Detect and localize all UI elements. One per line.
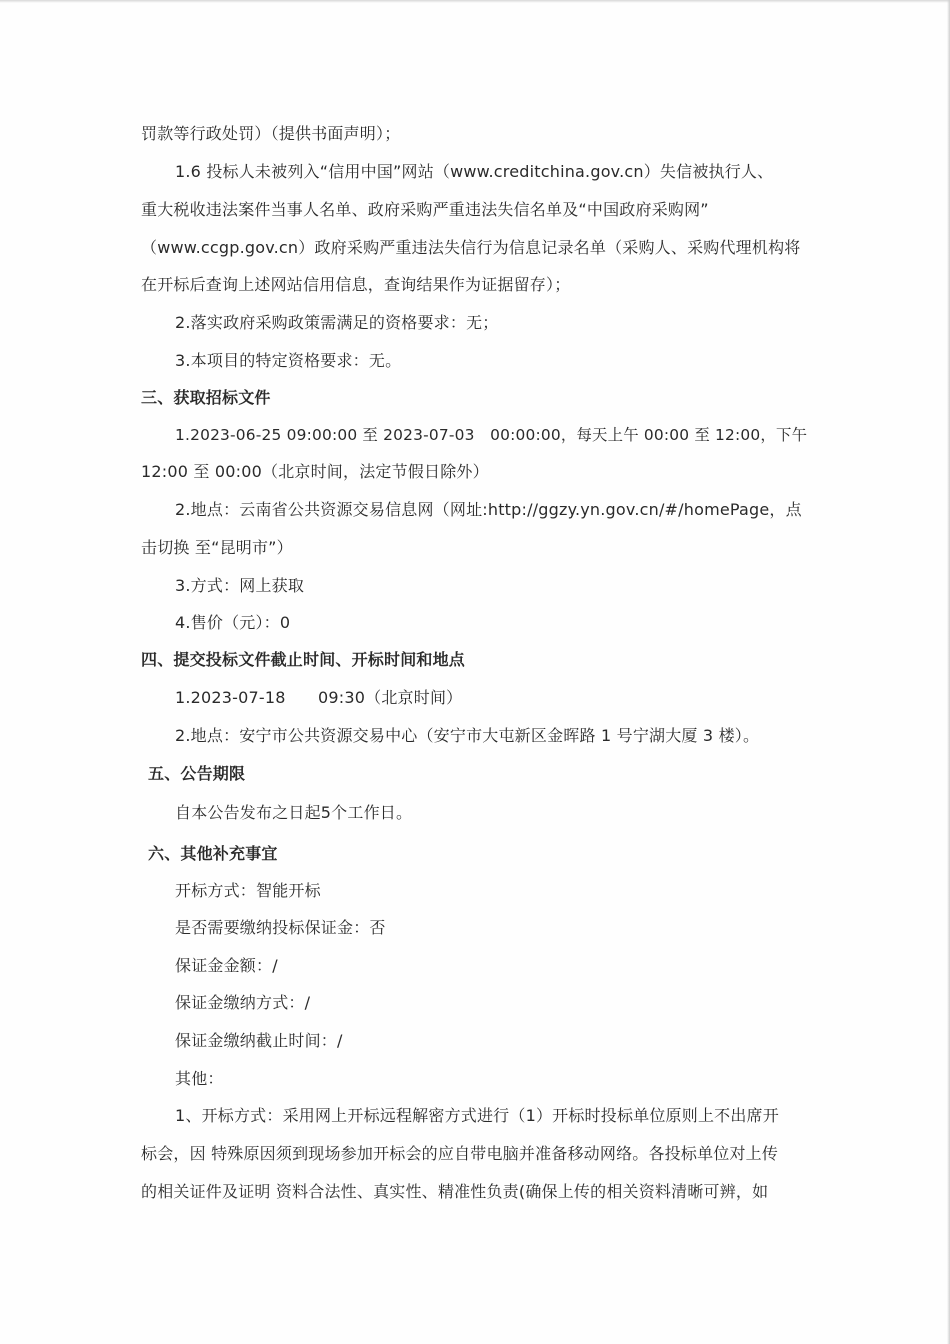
text-line: 1.6 投标人未被列入“信用中国”网站（www.creditchina.gov.cn）失信被执行人、 bbox=[175, 162, 774, 181]
text-line: 自本公告发布之日起5个工作日。 bbox=[175, 803, 413, 822]
text-line: 的相关证件及证明 资料合法性、真实性、精准性负责(确保上传的相关资料清晰可辨，如 bbox=[141, 1182, 769, 1201]
text-line: 在开标后查询上述网站信用信息，查询结果作为证据留存）； bbox=[141, 275, 571, 294]
section-heading: 五、公告期限 bbox=[148, 764, 246, 783]
text-line: 保证金缴纳方式：/ bbox=[175, 993, 311, 1012]
text-line: 击切换 至“昆明市”） bbox=[141, 538, 293, 557]
text-line: 1.2023-06-25 09:00:00 至 2023-07-03 00:00:00，每天上午 00:00 至 12:00，下午 bbox=[175, 426, 808, 444]
text-line: （www.ccgp.gov.cn）政府采购严重违法失信行为信息记录名单（采购人、采购代理机构将 bbox=[141, 238, 801, 257]
text-line: 4.售价（元）：0 bbox=[175, 613, 291, 632]
text-line: 保证金金额：/ bbox=[175, 956, 278, 975]
scan-edge-top bbox=[0, 0, 950, 3]
text-line: 2.地点：安宁市公共资源交易中心（安宁市大屯新区金晖路 1 号宁湖大厦 3 楼）。 bbox=[175, 726, 760, 745]
text-line: 3.本项目的特定资格要求：无。 bbox=[175, 351, 402, 370]
text-line: 1.2023-07-18 09:30（北京时间） bbox=[175, 688, 463, 707]
text-line: 2.落实政府采购政策需满足的资格要求：无； bbox=[175, 313, 499, 332]
text-line: 标会，因 特殊原因须到现场参加开标会的应自带电脑并准备移动网络。各投标单位对上传 bbox=[141, 1144, 779, 1163]
text-line: 保证金缴纳截止时间：/ bbox=[175, 1031, 343, 1050]
section-heading: 三、获取招标文件 bbox=[141, 388, 271, 407]
text-line: 3.方式：网上获取 bbox=[175, 576, 305, 595]
text-line: 罚款等行政处罚）（提供书面声明）； bbox=[141, 124, 401, 143]
text-line: 是否需要缴纳投标保证金：否 bbox=[175, 918, 386, 937]
text-line: 开标方式：智能开标 bbox=[175, 881, 321, 900]
text-line: 其他： bbox=[175, 1069, 224, 1088]
section-heading: 四、提交投标文件截止时间、开标时间和地点 bbox=[141, 650, 466, 669]
text-line: 12:00 至 00:00（北京时间，法定节假日除外） bbox=[141, 462, 489, 481]
section-heading: 六、其他补充事宜 bbox=[148, 844, 278, 863]
text-line: 2.地点：云南省公共资源交易信息网（网址:http://ggzy.yn.gov.cn/#/homePage，点 bbox=[175, 500, 802, 519]
text-line: 1、开标方式：采用网上开标远程解密方式进行（1）开标时投标单位原则上不出席开 bbox=[175, 1106, 779, 1125]
text-line: 重大税收违法案件当事人名单、政府采购严重违法失信名单及“中国政府采购网” bbox=[141, 200, 709, 219]
